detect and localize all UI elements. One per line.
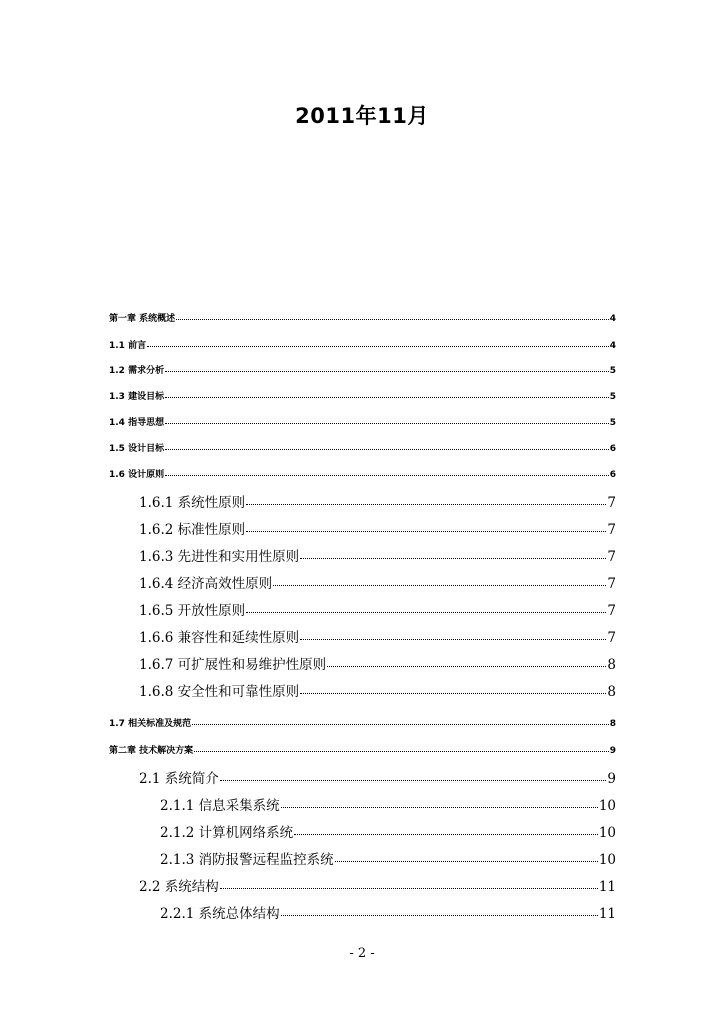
toc-leader-dots (220, 879, 598, 889)
toc-entry-label: 1.6.6 兼容性和延续性原则 (139, 630, 300, 646)
toc-entry[interactable] (139, 626, 616, 646)
toc-leader-dots (281, 906, 598, 916)
toc-leader-dots (220, 771, 607, 781)
toc-leader-dots (300, 684, 606, 694)
toc-entry[interactable] (109, 415, 616, 428)
toc-entry-page: 8 (609, 719, 616, 729)
toc-entry-page: 10 (598, 852, 616, 868)
toc-entry[interactable] (160, 821, 616, 841)
toc-leader-dots (165, 392, 609, 398)
toc-leader-dots (300, 549, 606, 559)
toc-entry[interactable] (139, 599, 616, 619)
toc-entry[interactable] (139, 767, 616, 787)
page-number-footer: - 2 - (349, 946, 375, 961)
toc-entry-label: 1.6.7 可扩展性和易维护性原则 (139, 657, 327, 673)
toc-entry[interactable] (109, 467, 616, 480)
toc-leader-dots (246, 495, 606, 505)
toc-leader-dots (176, 314, 609, 320)
toc-entry-label: 1.4 指导思想 (109, 418, 165, 428)
toc-leader-dots (165, 418, 609, 424)
toc-entry-page: 6 (609, 444, 616, 454)
toc-entry-label: 1.6.3 先进性和实用性原则 (139, 549, 300, 565)
toc-entry[interactable] (109, 441, 616, 454)
toc-entry[interactable] (139, 680, 616, 700)
toc-entry-label: 1.5 设计目标 (109, 444, 165, 454)
toc-entry-label: 1.6.4 经济高效性原则 (139, 576, 273, 592)
toc-leader-dots (246, 603, 606, 613)
toc-leader-dots (273, 576, 606, 586)
toc-leader-dots (194, 746, 609, 752)
toc-entry-page: 7 (607, 630, 616, 646)
toc-entry-page: 7 (607, 495, 616, 511)
toc-leader-dots (165, 366, 609, 372)
toc-entry[interactable] (109, 743, 616, 756)
toc-entry-label: 2.2 系统结构 (139, 879, 219, 895)
toc-entry-label: 2.1.1 信息采集系统 (160, 798, 280, 814)
toc-entry-page: 7 (607, 603, 616, 619)
toc-leader-dots (294, 825, 598, 835)
toc-leader-dots (281, 798, 598, 808)
toc-entry[interactable] (160, 902, 616, 922)
toc-entry-page: 11 (598, 879, 616, 895)
toc-leader-dots (246, 522, 606, 532)
toc-entry-page: 7 (607, 576, 616, 592)
toc-leader-dots (327, 657, 606, 667)
toc-leader-dots (192, 719, 609, 725)
toc-leader-dots (300, 630, 606, 640)
toc-entry-page: 8 (607, 657, 616, 673)
toc-entry-page: 10 (598, 798, 616, 814)
toc-entry[interactable] (109, 716, 616, 729)
toc-entry[interactable] (109, 389, 616, 402)
toc-entry-label: 1.2 需求分析 (109, 366, 165, 376)
toc-entry-page: 6 (609, 470, 616, 480)
toc-entry[interactable] (109, 311, 616, 324)
toc-entry[interactable] (139, 518, 616, 538)
toc-entry[interactable] (139, 491, 616, 511)
toc-entry-label: 2.1.3 消防报警远程监控系统 (160, 852, 334, 868)
toc-entry-page: 9 (607, 771, 616, 787)
toc-entry-page: 5 (609, 366, 616, 376)
toc-entry-page: 5 (609, 392, 616, 402)
toc-entry[interactable] (139, 875, 616, 895)
toc-entry-page: 8 (607, 684, 616, 700)
toc-leader-dots (165, 470, 609, 476)
toc-entry-label: 1.6.5 开放性原则 (139, 603, 246, 619)
toc-entry[interactable] (160, 848, 616, 868)
toc-entry-page: 4 (609, 341, 616, 351)
toc-entry-label: 1.3 建设目标 (109, 392, 165, 402)
toc-entry-page: 5 (609, 418, 616, 428)
document-date-title: 2011年11月 (295, 104, 429, 128)
toc-entry-label: 1.6 设计原则 (109, 470, 165, 480)
toc-entry[interactable] (139, 653, 616, 673)
toc-leader-dots (165, 444, 609, 450)
toc-entry-label: 第一章 系统概述 (109, 314, 176, 324)
toc-entry[interactable] (139, 572, 616, 592)
toc-entry-label: 1.7 相关标准及规范 (109, 719, 192, 729)
toc-entry[interactable] (109, 338, 616, 351)
toc-entry-page: 7 (607, 549, 616, 565)
toc-entry-label: 2.2.1 系统总体结构 (160, 906, 280, 922)
toc-entry-label: 1.1 前言 (109, 341, 147, 351)
toc-entry[interactable] (109, 363, 616, 376)
toc-entry-label: 2.1.2 计算机网络系统 (160, 825, 294, 841)
toc-entry-page: 9 (609, 746, 616, 756)
toc-entry-label: 1.6.2 标准性原则 (139, 522, 246, 538)
toc-entry-label: 1.6.1 系统性原则 (139, 495, 246, 511)
toc-entry[interactable] (160, 794, 616, 814)
toc-leader-dots (335, 852, 598, 862)
toc-entry-page: 10 (598, 825, 616, 841)
toc-entry-label: 第二章 技术解决方案 (109, 746, 194, 756)
toc-entry-page: 4 (609, 314, 616, 324)
toc-entry-page: 11 (598, 906, 616, 922)
toc-leader-dots (147, 341, 609, 347)
toc-entry[interactable] (139, 545, 616, 565)
toc-entry-label: 2.1 系统简介 (139, 771, 219, 787)
toc-entry-page: 7 (607, 522, 616, 538)
toc-entry-label: 1.6.8 安全性和可靠性原则 (139, 684, 300, 700)
